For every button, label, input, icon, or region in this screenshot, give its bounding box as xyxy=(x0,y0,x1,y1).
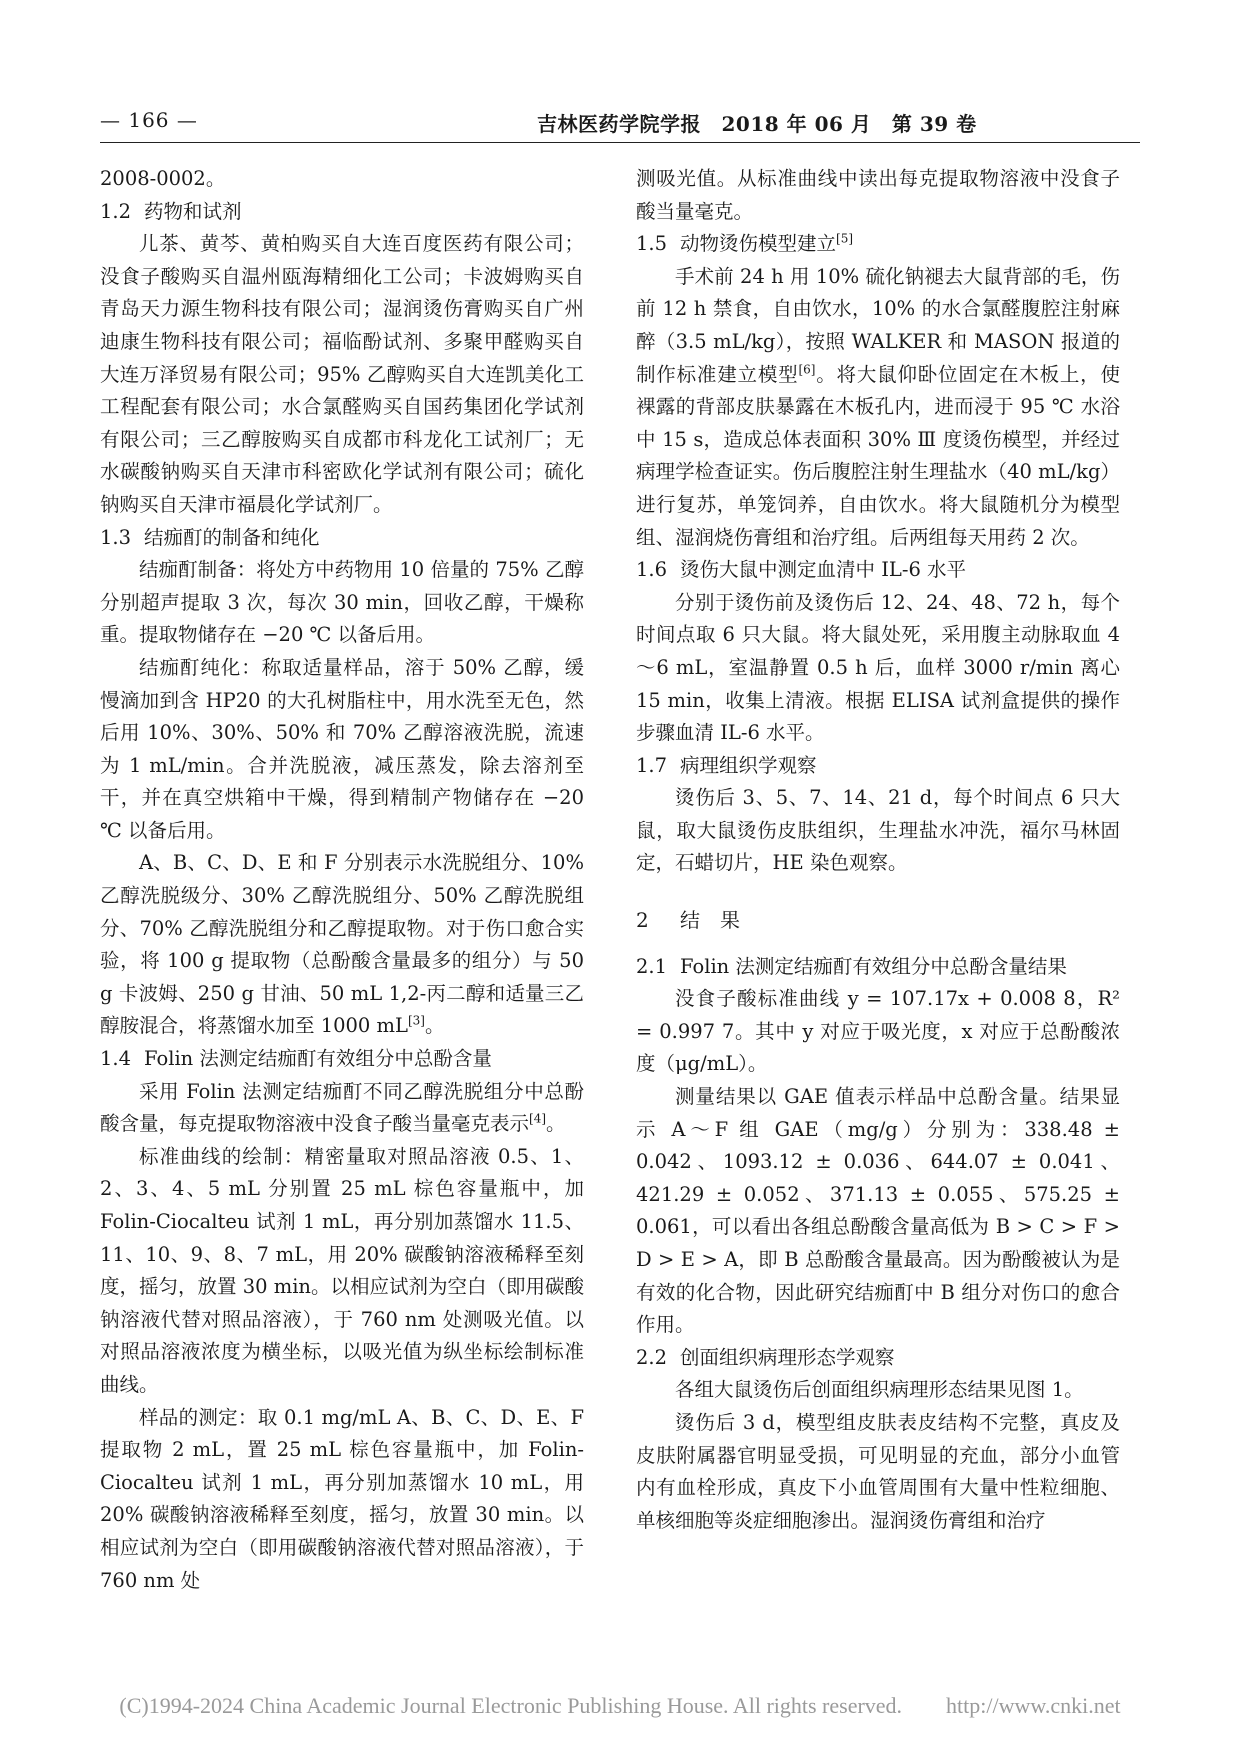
section-number: 1.7 xyxy=(636,753,668,777)
paragraph-text: 。 xyxy=(424,1014,445,1038)
paragraph: 儿茶、黄芩、黄柏购买自大连百度医药有限公司；没食子酸购买自温州瓯海精细化工公司；卡波姆购买自青岛天力源生物科技有限公司；湿润烫伤膏购买自广州迪康生物科技有限公司；福临酚试剂、多聚甲醛购买自大连万泽贸易有限公司；95% 乙醇购买自大连凯美化工工程配套有限公司；水合氯醛购买自国药集团化学试剂有限公司；三乙醇胺购买自成都市科龙化工试剂厂；无水碳酸钠购买自天津市科密欧化学试剂有限公司；硫化钠购买自天津市福晨化学试剂厂。 xyxy=(100,232,584,516)
section-title: 创面组织病理形态学观察 xyxy=(680,1345,895,1369)
copyright-footer: (C)1994-2024 China Academic Journal Electronic Publishing House. All rights reserved. http://www.cnki.net xyxy=(119,1693,1121,1718)
section-heading-1-2 xyxy=(100,196,584,229)
right-column xyxy=(636,163,1120,1537)
section-heading-1-6 xyxy=(636,554,1120,587)
section-heading-2 xyxy=(636,904,1120,937)
journal-title: 吉林医药学院学报 2018 年 06 月 第 39 卷 xyxy=(537,112,977,136)
paragraph: 测量结果以 GAE 值表示样品中总酚含量。结果显示 A～F 组 GAE（mg/g）分别为：338.48 ± 0.042、1093.12 ± 0.036、644.07 ± 0.041、421.29 ± 0.052、371.13 ± 0.055、575.25 ± 0.061，可以看出各组总酚酸含量高低为 B > C > F > D > E > A，即 B 总酚酸含量最高。因为酚酸被认为是有效的化合物，因此研究结痂酊中 B 组分对伤口的愈合作用。 xyxy=(636,1085,1120,1337)
section-number: 1.4 xyxy=(100,1047,132,1071)
paragraph: 2008-0002。 xyxy=(100,167,226,190)
paragraph: 烫伤后 3、5、7、14、21 d，每个时间点 6 只大鼠，取大鼠烫伤皮肤组织，生理盐水冲洗，福尔马林固定，石蜡切片，HE 染色观察。 xyxy=(636,786,1120,875)
citation-ref: [5] xyxy=(836,231,854,246)
section-heading-2-1 xyxy=(636,951,1120,984)
running-header xyxy=(100,108,1140,138)
paragraph-text: A、B、C、D、E 和 F 分别表示水洗脱组分、10% 乙醇洗脱级分、30% 乙醇洗脱组分、50% 乙醇洗脱组分、70% 乙醇洗脱组分和乙醇提取物。对于伤口愈合实验，将 100 g 提取物（总酚酸含量最多的组分）与 50 g 卡波姆、250 g 甘油、50 mL 1,2-丙二醇和适量三乙醇胺混合，将蒸馏水加至 1000 mL xyxy=(100,851,584,1038)
section-title: 动物烫伤模型建立 xyxy=(680,232,837,256)
section-heading-2-2 xyxy=(636,1342,1120,1375)
paragraph: 各组大鼠烫伤后创面组织病理形态结果见图 1。 xyxy=(675,1378,1084,1402)
paragraph xyxy=(636,261,1120,554)
section-title: 烫伤大鼠中测定血清中 IL-6 水平 xyxy=(680,558,967,582)
paragraph: 样品的测定：取 0.1 mg/mL A、B、C、D、E、F 提取物 2 mL，置 25 mL 棕色容量瓶中，加 Folin-Ciocalteu 试剂 1 mL，再分别加蒸馏水 10 mL，用 20% 碳酸钠溶液稀释至刻度，摇匀，放置 30 min。以相应试剂为空白（即用碳酸钠溶液代替对照品溶液），于 760 nm 处 xyxy=(100,1405,584,1592)
section-heading-1-7 xyxy=(636,750,1120,783)
paragraph xyxy=(100,1076,584,1141)
section-number: 2.1 xyxy=(636,954,668,978)
paragraph: 烫伤后 3 d，模型组皮肤表皮结构不完整，真皮及皮肤附属器官明显受损，可见明显的充血，部分小血管内有血栓形成，真皮下小血管周围有大量中性粒细胞、单核细胞等炎症细胞渗出。湿润烫伤膏组和治疗 xyxy=(636,1410,1120,1532)
section-number: 1.6 xyxy=(636,558,668,582)
paragraph-text: 。 xyxy=(546,1112,566,1136)
paragraph-text: 。将大鼠仰卧位固定在木板上，使裸露的背部皮肤暴露在木板孔内，进而浸于 95 ℃ 水浴中 15 s，造成总体表面积 30% Ⅲ 度烫伤模型，并经过病理学检查证实。伤后腹腔注射生理盐水（40 mL/kg）进行复苏，单笼饲养，自由饮水。将大鼠随机分为模型组、湿润烧伤膏组和治疗组。后两组每天用药 2 次。 xyxy=(636,362,1120,549)
paragraph: 分别于烫伤前及烫伤后 12、24、48、72 h，每个时间点取 6 只大鼠。将大鼠处死，采用腹主动脉取血 4～6 mL，室温静置 0.5 h 后，血样 3000 r/min 离心 15 min，收集上清液。根据 ELISA 试剂盒提供的操作步骤血清 IL-6 水平。 xyxy=(636,590,1120,745)
paragraph: 测吸光值。从标准曲线中读出每克提取物溶液中没食子酸当量毫克。 xyxy=(636,167,1120,223)
section-number: 2.2 xyxy=(636,1345,668,1369)
section-title: 结 果 xyxy=(680,908,740,933)
paragraph-text: 采用 Folin 法测定结痂酊不同乙醇洗脱组分中总酚酸含量，每克提取物溶液中没食子酸当量毫克表示 xyxy=(100,1079,584,1136)
paragraph xyxy=(100,847,584,1043)
citation-ref: [6] xyxy=(798,362,816,377)
section-number: 1.5 xyxy=(636,232,668,256)
section-title: 病理组织学观察 xyxy=(680,753,817,777)
header-rule xyxy=(100,142,1140,143)
paragraph: 结痂酊制备：将处方中药物用 10 倍量的 75% 乙醇分别超声提取 3 次，每次 30 min，回收乙醇，干燥称重。提取物储存在 −20 ℃ 以备后用。 xyxy=(100,558,584,647)
citation-ref: [4] xyxy=(529,1111,547,1126)
paragraph: 没食子酸标准曲线 y = 107.17x + 0.008 8，R² = 0.997 7。其中 y 对应于吸光度，x 对应于总酚酸浓度（μg/mL）。 xyxy=(636,987,1120,1076)
citation-ref: [3] xyxy=(407,1013,425,1028)
section-title: Folin 法测定结痂酊有效组分中总酚含量 xyxy=(144,1047,492,1071)
section-number: 2 xyxy=(636,908,649,933)
section-title: 药物和试剂 xyxy=(144,199,242,223)
paragraph: 结痂酊纯化：称取适量样品，溶于 50% 乙醇，缓慢滴加到含 HP20 的大孔树脂柱中，用水洗至无色，然后用 10%、30%、50% 和 70% 乙醇溶液洗脱，流速为 1 mL/min。合并洗脱液，减压蒸发，除去溶剂至干，并在真空烘箱中干燥，得到精制产物储存在 −20 ℃ 以备后用。 xyxy=(100,655,584,842)
section-title: Folin 法测定结痂酊有效组分中总酚含量结果 xyxy=(680,954,1067,978)
section-number: 1.2 xyxy=(100,199,132,223)
section-number: 1.3 xyxy=(100,525,132,549)
section-heading-1-3 xyxy=(100,522,584,555)
section-heading-1-5 xyxy=(636,228,1120,261)
paragraph: 标准曲线的绘制：精密量取对照品溶液 0.5、1、2、3、4、5 mL 分别置 25 mL 棕色容量瓶中，加 Folin-Ciocalteu 试剂 1 mL，再分别加蒸馏水 11.5、11、10、9、8、7 mL，用 20% 碳酸钠溶液稀释至刻度，摇匀，放置 30 min。以相应试剂为空白（即用碳酸钠溶液代替对照品溶液），于 760 nm 处测吸光值。以对照品溶液浓度为横坐标，以吸光值为纵坐标绘制标准曲线。 xyxy=(100,1144,584,1396)
paragraph-text: 手术前 24 h 用 10% 硫化钠褪去大鼠背部的毛，伤前 12 h 禁食，自由饮水，10% 的水合氯醛腹腔注射麻醉（3.5 mL/kg），按照 WALKER 和 MASON 报道的制作标准建立模型 xyxy=(636,264,1120,386)
section-title: 结痂酊的制备和纯化 xyxy=(144,525,320,549)
section-heading-1-4 xyxy=(100,1043,584,1076)
left-column xyxy=(100,163,584,1597)
page-number: — 166 — xyxy=(100,108,198,132)
